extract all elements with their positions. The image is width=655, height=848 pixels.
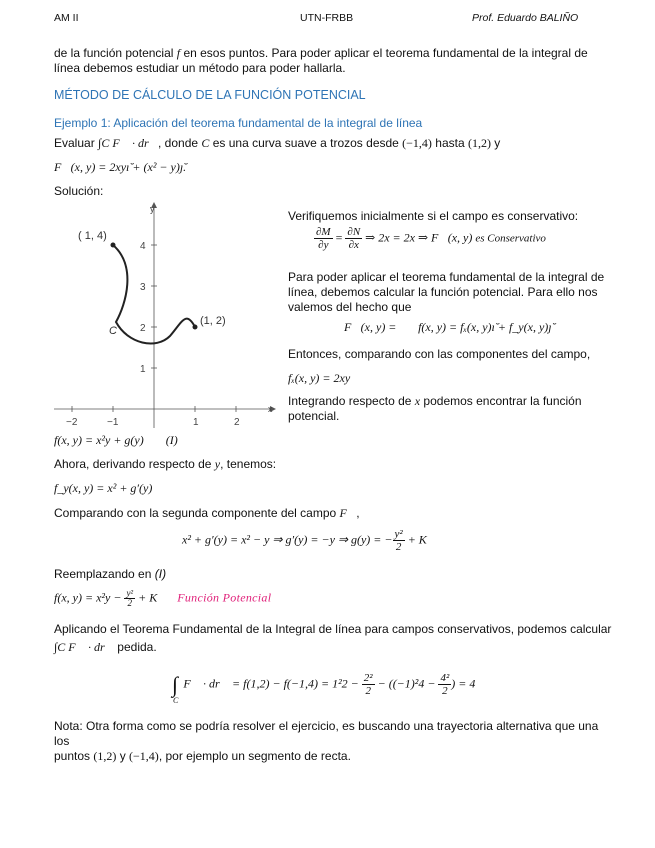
replace-text: Reemplazando en (I) bbox=[54, 567, 167, 581]
derive-text: Ahora, derivando respecto de y, tenemos: bbox=[54, 457, 277, 471]
section-title: MÉTODO DE CÁLCULO DE LA FUNCIÓN POTENCIAL bbox=[54, 88, 366, 102]
end-point bbox=[193, 325, 198, 330]
final-computation: $\int_CF⃗$ · dr⃗ = f(1,2) − f(−1,4) = 1²2 − $\frac{\text{2²}}{2}$ − ((−1)²4 − $\frac{\text{4²}}{2}$ ) = 4 bbox=[172, 672, 476, 705]
y-tick-1: 1 bbox=[140, 364, 146, 375]
x-axis-label: x bbox=[268, 404, 273, 414]
potential-function: f(x, y) = x²y − $\frac{\text{y²}}{2}$ + K Función Potencial bbox=[54, 588, 272, 608]
curve-label: C bbox=[109, 325, 117, 337]
fx-equation: fₓ(x, y) = 2xy bbox=[288, 371, 351, 385]
example-title: Ejemplo 1: Aplicación del teorema fundamental de la integral de línea bbox=[54, 116, 423, 130]
x-tick-1: 1 bbox=[193, 417, 199, 428]
potential-function-label: Función Potencial bbox=[177, 590, 272, 605]
intro-paragraph: de la función potencial f en esos puntos. Para poder aplicar el teorema fundamental de la integral de línea debemos estudiar un método para poder hallarla. bbox=[54, 46, 588, 75]
line-integral: ∫C F⃗ · dr⃗ bbox=[98, 136, 158, 150]
y-axis-label: y bbox=[150, 204, 155, 214]
compare-text: Entonces, comparando con las componentes del campo, bbox=[288, 347, 591, 361]
solution-label: Solución: bbox=[54, 184, 104, 198]
x-tick-neg2: −2 bbox=[66, 417, 78, 428]
conservative-check: $\frac{\partial M}{\partial y}$ = $\frac{\partial N}{\partial x}$ ⇒ 2x = 2x ⇒ F⃗(x, y) es Conservativo bbox=[316, 226, 546, 251]
compare-second-text: Comparando con la segunda componente del campo F⃗, bbox=[54, 506, 360, 520]
y-tick-2: 2 bbox=[140, 323, 146, 334]
potential-intro: Para poder aplicar el teorema fundamental de la integral de línea, debemos calcular la función potencial. Para ello nos valemos del hecho que bbox=[288, 270, 605, 314]
apply-text-2: ∫C F⃗ · dr⃗ pedida. bbox=[54, 640, 157, 654]
integrate-text: Integrando respecto de x podemos encontrar la función potencial. bbox=[288, 394, 582, 423]
y-tick-3: 3 bbox=[140, 282, 146, 293]
apply-text: Aplicando el Teorema Fundamental de la Integral de línea para campos conservativos, podemos calcular bbox=[54, 622, 612, 636]
header-author: Prof. Eduardo BALIÑO bbox=[472, 12, 579, 24]
vector-field: F⃗(x, y) = 2xyı̆ + (x² − y)ȷ̆. bbox=[54, 160, 187, 174]
f-equation-I: f(x, y) = x²y + g(y) (I) bbox=[54, 433, 178, 447]
curve-graph bbox=[52, 200, 282, 432]
start-point bbox=[111, 243, 116, 248]
x-tick-2: 2 bbox=[234, 417, 240, 428]
g-equation: x² + g′(y) = x² − y ⇒ g′(y) = −y ⇒ g(y) = − $\frac{\text{y²}}{2}$ + K bbox=[182, 528, 427, 553]
end-point-label: (1, 2) bbox=[200, 315, 226, 327]
intro-f: f bbox=[176, 46, 181, 60]
header-course: AM II bbox=[54, 12, 79, 24]
fy-equation: f_y(x, y) = x² + g′(y) bbox=[54, 481, 153, 495]
y-tick-4: 4 bbox=[140, 241, 146, 252]
example-statement: Evaluar ∫C F⃗ · dr⃗, donde C es una curva suave a trozos desde (−1,4) hasta (1,2) y bbox=[54, 136, 501, 150]
verify-text: Verifiquemos inicialmente si el campo es conservativo: bbox=[288, 209, 579, 223]
start-point-label: ( 1, 4) bbox=[78, 230, 107, 242]
gradient-equation: F⃗(x, y) = ∇⃗f(x, y) = fₓ(x, y)ı̆ + f_y(x, y)ȷ̆ bbox=[344, 320, 552, 334]
x-tick-neg1: −1 bbox=[107, 417, 119, 428]
note-paragraph: Nota: Otra forma como se podría resolver el ejercicio, es buscando una trayectoria alternativa que una los puntos (1,2) y (−1,4), por ejemplo un segmento de recta. bbox=[54, 719, 599, 763]
header-institution: UTN-FRBB bbox=[300, 12, 354, 24]
